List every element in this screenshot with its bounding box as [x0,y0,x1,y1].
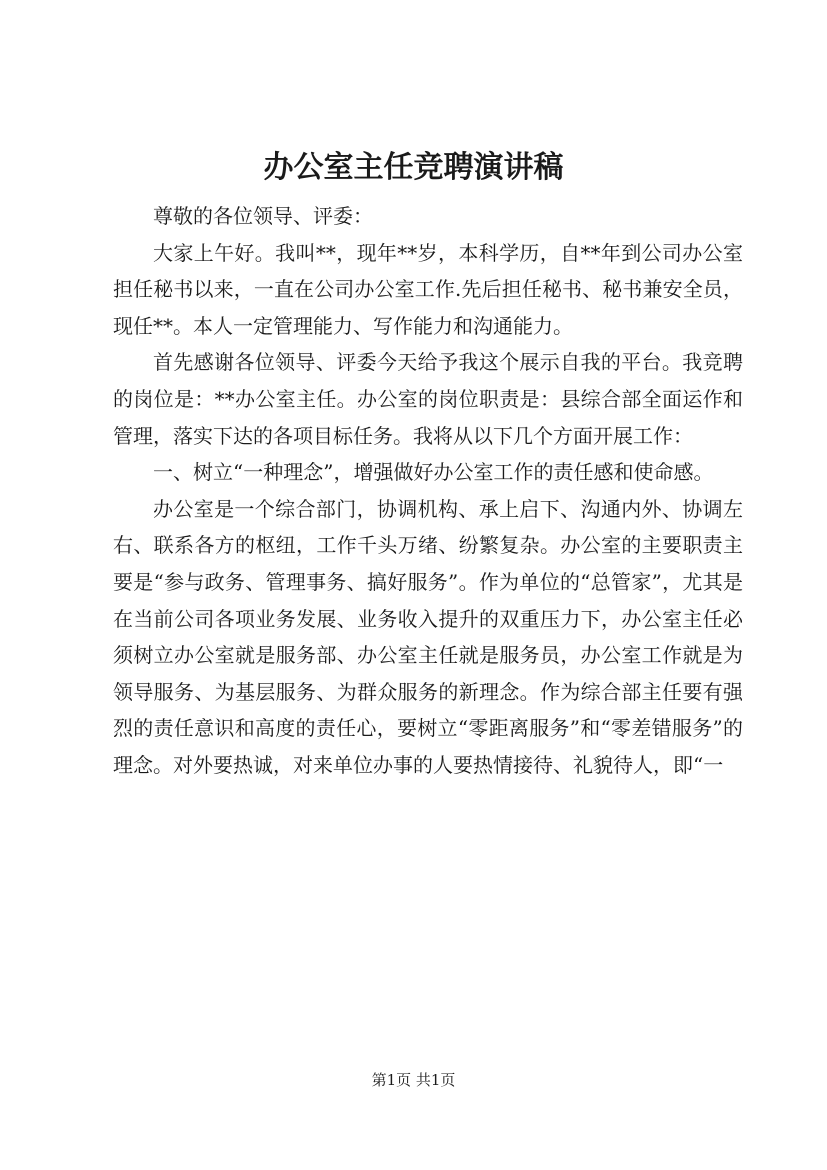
page-footer: 第1页 共1页 [371,1071,456,1089]
intro-paragraph: 大家上午好。我叫**，现年**岁，本科学历，自**年到公司办公室担任秘书以来，一直在公司办公室工作.先后担任秘书、秘书兼安全员，现任**。本人一定管理能力、写作能力和沟通能力。 [113,240,743,338]
document-title: 办公室主任竞聘演讲稿 [263,150,564,185]
office-duty-paragraph: 办公室是一个综合部门，协调机构、承上启下、沟通内外、协调左右、联系各方的枢纽，工作千头万绪、纷繁复杂。办公室的主要职责主要是“参与政务、管理事务、搞好服务”。作为单位的“总管家”，尤其是在当前公司各项业务发展、业务收入提升的双重压力下，办公室主任必须树立办公室就是服务部、办公室主任就是服务员，办公室工作就是为领导服务、为基层服务、为群众服务的新理念。作为综合部主任要有强烈的责任意识和高度的责任心，要树立“零距离服务”和“零差错服务”的理念。对外要热诚，对来单位办事的人要热情接待、礼貌待人，即“一 [113,496,743,777]
document-body [113,198,743,784]
thanks-paragraph: 首先感谢各位领导、评委今天给予我这个展示自我的平台。我竞聘的岗位是：**办公室主任。办公室的岗位职责是：县综合部全面运作和管理，落实下达的各项目标任务。我将从以下几个方面开展工作： [113,350,743,448]
salutation-paragraph: 尊敬的各位领导、评委： [153,204,373,228]
section-heading-paragraph: 一、树立“一种理念”，增强做好办公室工作的责任感和使命感。 [153,460,714,485]
